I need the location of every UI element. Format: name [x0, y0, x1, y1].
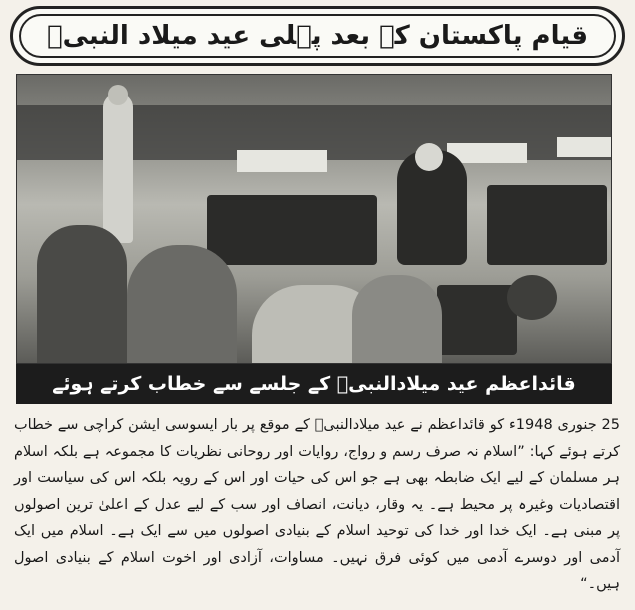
headline-frame: [10, 6, 625, 66]
audience-head: [352, 275, 442, 364]
audience-head: [127, 245, 237, 364]
bench: [207, 195, 377, 265]
headline: قیام پاکستان کے بعد پہلی عید میلاد النبیؐ: [47, 21, 588, 51]
speaker-head: [108, 85, 128, 105]
news-photo: [16, 74, 612, 364]
table-cloth: [557, 137, 612, 157]
speaker-figure: [103, 93, 133, 243]
bench: [437, 285, 517, 355]
photo-caption: قائداعظم عید میلادالنبیؐ کے جلسے سے خطاب کرتے ہوئے: [52, 373, 576, 395]
article-body: [14, 412, 620, 602]
flower-pot: [507, 275, 557, 320]
table-cloth: [237, 150, 327, 172]
photo-caption-bar: [16, 364, 612, 404]
article-text: 25 جنوری 1948ء کو قائداعظم نے عید میلادالنبیؐ کے موقع پر بار ایسوسی ایشن کراچی سے خطاب کرتے ہوئے کہا: ”اسلام نہ صرف رسم و رواج، روایات اور روحانی نظریات کا مجموعہ ہے بلکہ اسلام ہر مسلمان کے لیے ایک ضابطہ بھی ہے جو اس کی حیات اور اس کے رویہ بلکہ اس کی سیاست اور اقتصادیات وغیرہ پر محیط ہے۔ یہ وقار، دیانت، انصاف اور سب کے لیے عدل کے اعلیٰ ترین اصولوں پر مبنی ہے۔ ایک خدا اور خدا کی توحید اسلام کے بنیادی اصولوں میں سے ایک ہے۔ اسلام میں ایک آدمی اور دوسرے آدمی میں کوئی فرق نہیں۔ مساوات، آزادی اور اخوت اسلام کے بنیادی اصول ہیں۔“: [14, 417, 620, 592]
bench: [487, 185, 607, 265]
seated-figure-head: [415, 143, 443, 171]
audience-head: [37, 225, 127, 364]
headline-inner-frame: [19, 14, 616, 58]
